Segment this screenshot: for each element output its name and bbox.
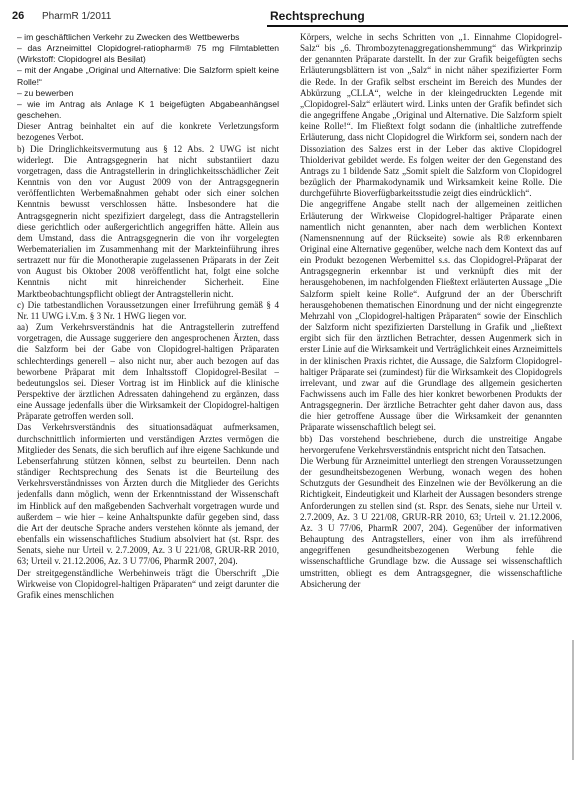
paragraph: c) Die tatbestandlichen Voraussetzungen einer Irreführung gemäß § 4 Nr. 11 UWG i.V.m. § 3 Nr. 1 HWG liegen vor.: [17, 299, 279, 321]
section-title: Rechtsprechung: [270, 9, 365, 23]
list-item: – wie im Antrag als Anlage K 1 beigefügten Abgabeanhängsel geschehen.: [17, 98, 279, 121]
list-item: – mit der Angabe „Original und Alternative: Die Salzform spielt keine Rolle!“: [17, 65, 279, 87]
page-header: [12, 8, 568, 28]
paragraph: Der streitgegenständliche Werbehinweis trägt die Überschrift „Die Wirkweise von Clopidogrel-haltigen Präparaten“ und zeigt darunter die Grafik eines menschlichen: [17, 567, 279, 600]
journal-name: PharmR 1/2011: [42, 11, 112, 22]
header-rule: [267, 25, 568, 27]
paragraph: Die Werbung für Arzneimittel unterliegt den strengen Voraussetzungen der gesundheitsbezogenen Werbung, wonach wegen des hohen Schutzguts der Gesundheit des Einzelnen wie der Bevölkerung an die Richtigkeit, Eindeutigkeit und Klarheit der Aussagen besonders strenge Anforderungen zu stellen sind (st. Rspr. des Senats, siehe nur Urteil v. 2.7.2009, Az. 3 U 221/08, GRUR-RR 2010, 63; Urteil v. 21.12.2006, Az. 3 U 77/06, PharmR 2007, 204). Gegenüber der informativen Behauptung des Antragstellers, einer von ihm als irreführend angegriffenen gesundheitsbezogenen Werbung fehle die wissenschaftliche Grundlage bzw. die Aussage sei wissenschaftlich umstritten, obliegt es dem Antragsgegner, die wissenschaftliche Absicherung der: [300, 455, 562, 589]
paragraph: aa) Zum Verkehrsverständnis hat die Antragstellerin zutreffend vorgetragen, die Aussage suggeriere den angesprochenen Ärzten, dass die Salzform bei der Gabe von Clopidogrel-haltigen Präparaten schlechterdings generell – also nicht nur, aber auch bezogen auf das beworbene Präparat mit dem Inhaltsstoff Clopidogrel-Besilat – bedeutungslos sei. Dieser Vortrag ist im Hinblick auf die klinische Perspektive der ärztlichen Adressaten dahingehend zu ergänzen, dass eine Aussage jedenfalls über die Wirksamkeit der Clopidogrel-haltigen Präparate getroffen werden soll.: [17, 322, 279, 422]
margin-mark: [572, 640, 574, 760]
list-item: – das Arzneimittel Clopidogrel-ratiopharm® 75 mg Filmtabletten (Wirkstoff: Clopidogrel als Besilat): [17, 43, 279, 65]
paragraph: bb) Das vorstehend beschriebene, durch die unstreitige Angabe hervorgerufene Verkehrsverständnis entspricht nicht den Tatsachen.: [300, 433, 562, 455]
list-item: – im geschäftlichen Verkehr zu Zwecken des Wettbewerbs: [17, 32, 240, 42]
paragraph: Das Verkehrsverständnis des situationsadäquat aufmerksamen, durchschnittlich informierten und verständigen Arztes vermögen die Mitglieder des Senats, die sich beruflich auf ihre eigene Sachkunde und Lebenserfahrung stützen können, selbst zu beurteilen. Denn nach ständiger Rechtsprechung des Senats ist die Beurteilung des Verkehrsverständnisses von Ärzten durch die Mitglieder des Gerichts jedenfalls dann möglich, wenn der Erkenntnisstand der Wissenschaft im Hinblick auf den maßgebenden Sachverhalt vorgetragen wurde und außerdem – wie hier – keine Anhaltspunkte dafür gegeben sind, dass die Art der deutsche Sprache anders verstehen könnte als jemand, der ebenfalls ein wissenschaftliches Studium absolviert hat (st. Rspr. des Senats, siehe nur Urteil v. 2.7.2009, Az. 3 U 221/08, GRUR-RR 2010, 63; Urteil v. 21.12.2006, Az. 3 U 77/06, PharmR 2007, 204).: [17, 422, 279, 567]
paragraph: Körpers, welche in sechs Schritten von „1. Einnahme Clopidogrel-Salz“ bis „6. Thrombozytenaggregationshemmung“ das Wirkprinzip der genannten Präparate darstellt. In der zur Grafik beigefügten sechs Erläuterungsblättern ist von „Salz“ in nicht näher spezifizierter Form die Rede. In der Grafik selbst erscheint im Bereich des Mundes der Abkürzung „CLLA“, welche in der kleingedruckten Legende mit „Clopidogrel-Salz“ erläutert wird. Links unten der Grafik befindet sich die angegriffene Angabe „Original und Alternative. Die Salzform spielt keine Rolle!“. Im Fließtext folgt sodann die (inhaltliche zutreffende Erläuterung, dass nicht Clopidogrel die Wirkform sei, sondern nach der Dissoziation des Salzes erst in der Leber das aktive Clopidogrel Thiolderivat gebildet werde. Es folgen weiter der den Gegenstand des Antrags zu 1 bildende Satz „Somit spielt die Salzform von Clopidogrel bezüglich der Pharmakodynamik und Wirksamkeit keine Rolle. Die durchgeführte Bioverfügbarkeitsstudie zeigt dies eindrücklich“.: [300, 32, 562, 199]
paragraph: b) Die Dringlichkeitsvermutung aus § 12 Abs. 2 UWG ist nicht widerlegt. Die Antragsgegnerin hat nicht substantiiert dazu vorgetragen, dass die Antragstellerin in dringlichkeitsschädlicher Zeit Kenntnis von den vor August 2009 von der Antragsgegnerin veröffentlichten Werbemaßnahmen gehabt oder sich einer solchen Kenntnis bewusst verschlossen hätte. Insbesondere hat die Antragsgegnerin nicht spezifiziert dargelegt, dass die Antragstellerin diese gerichtlich oder außergerichtlich angegriffen hätte. Allein aus dem Umstand, dass die Antragsgegnerin die von ihr vorgelegten Werbematerialien im Zusammenhang mit der Markteinführung ihres sertrazett nur für die Monotherapie zugelassenen Präparats in der Zeit von August bis Oktober 2008 veröffentlicht hat, folgt eine solche Kenntnis nicht mit hinreichender Sicherheit. Eine Marktbeobachtungspflicht obliegt der Antragstellerin nicht.: [17, 143, 279, 299]
list-item: – zu bewerben: [17, 87, 74, 98]
page-number: 26: [12, 10, 25, 22]
right-column: [300, 32, 562, 790]
paragraph: Dieser Antrag beinhaltet ein auf die konkrete Verletzungsform bezogenes Verbot.: [17, 121, 279, 143]
paragraph: Die angegriffene Angabe stellt nach der allgemeinen zeitlichen Erläuterung der Wirkweise Clopidogrel-haltiger Präparate einen namentlich nicht genannten, aber nach dem werblichen Kontext (Namensnennung auf der Rückseite) sowie als R® erkennbaren Original eine Alternative gegenüber, welche nach dem Kontext das auf ein Produkt bezogenen Werbemittel s.s. das Clopidogrel-Präparat der Antragsgegnerin erkennbar ist und verknüpft dies mit der herausgehobenen, im nachfolgenden Fließtext erläuterten Aussage „Die Salzform spielt keine Rolle“. Aufgrund der an der Überschrift herausgehobenen thematischen Einordnung und der nicht eingegrenzte Mehrzahl von „Clopidogrel-haltigen Präparaten“ sowie der Einschlich der Salzform nicht spezifizierten Darstellung in Grafik und „ließtext ergibt sich für den ärztlichen Betrachter, dessen Augenmerk sich in erster Linie auf die Wirksamkeit und Verträglichkeit eines Arzneimittels in der klinischen Praxis richtet, die Aussage, die Salzform Clopidogrel-haltiger Präparate sei (zumindest) für die Wirksamkeit des Clopidogrels irrelevant, und zwar auf die Grundlage des allgemein gesicherten Fachwissens auch im Falle des hier konkret beworbenen Produkts der Antragsgegnerin. Der ärztliche Betrachter geht daher davon aus, dass die hier getroffene Aussage über die Wirksamkeit der genannten Präparate wissenschaftlich belegt sei.: [300, 199, 562, 433]
left-column: [17, 32, 279, 790]
